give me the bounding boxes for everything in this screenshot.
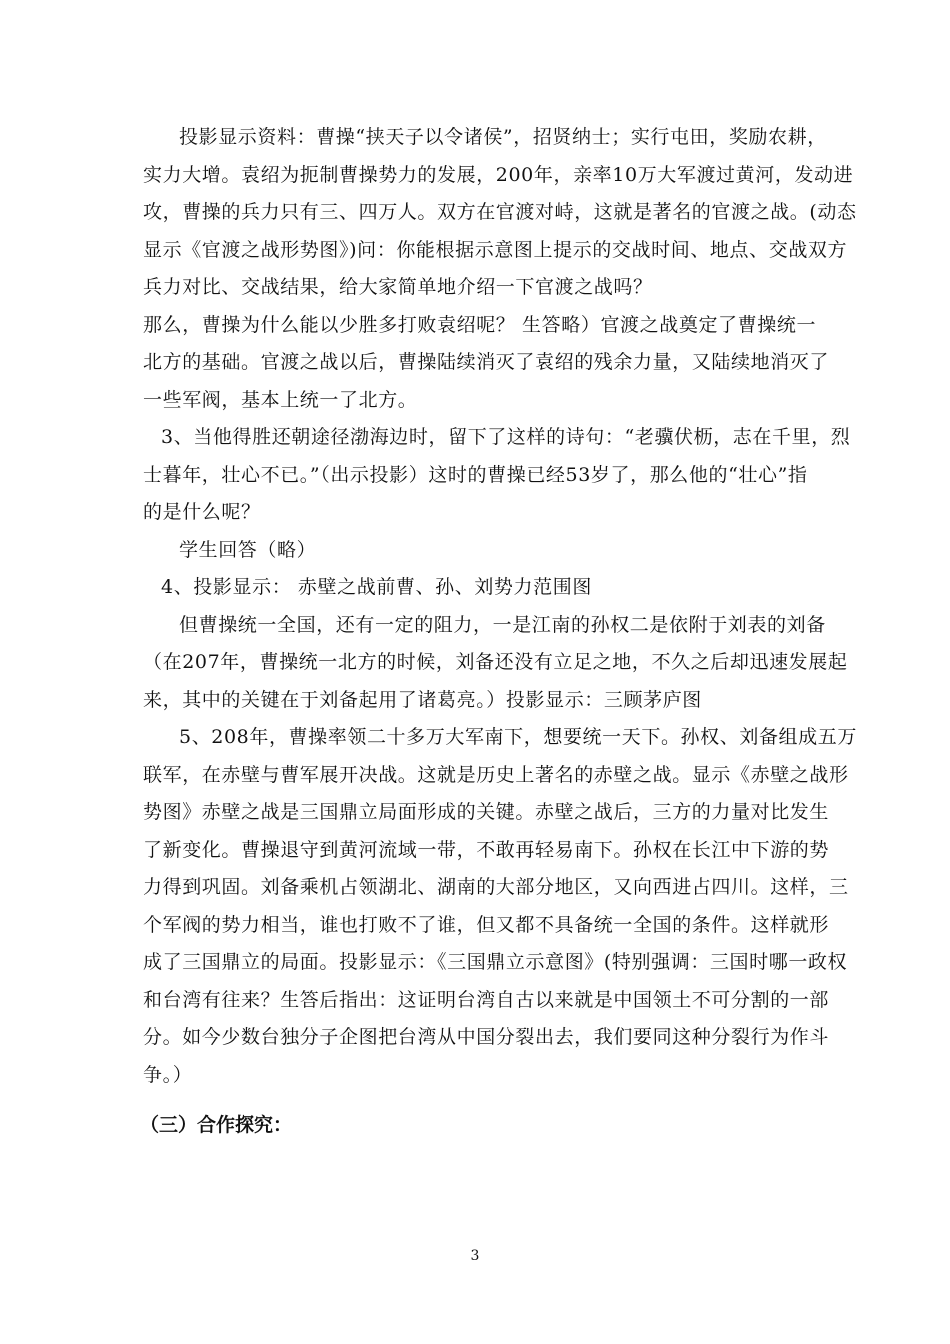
paragraph-line: 势图》赤壁之战是三国鼎立局面形成的关键。赤壁之战后，三方的力量对比发生: [143, 801, 830, 823]
paragraph-line: 学生回答（略）: [179, 538, 317, 561]
paragraph-line: 分。如今少数台独分子企图把台湾从中国分裂出去，我们要同这种分裂行为作斗: [143, 1026, 830, 1048]
paragraph-line: 个军阀的势力相当，谁也打败不了谁，但又都不具备统一全国的条件。这样就形: [143, 913, 830, 936]
section-heading: （三）合作探究：: [140, 1114, 293, 1136]
paragraph-line: 兵力对比、交战结果，给大家简单地介绍一下官渡之战吗？: [143, 276, 653, 298]
paragraph-line: 北方的基础。官渡之战以后，曹操陆续消灭了袁绍的残余力量，又陆续地消灭了: [143, 351, 830, 373]
paragraph-line: 显示《官渡之战形势图》)问：你能根据示意图上提示的交战时间、地点、交战双方: [143, 238, 848, 261]
paragraph-line: 了新变化。曹操退守到黄河流域一带，不敢再轻易南下。孙权在长江中下游的势: [143, 838, 830, 861]
paragraph-line: 一些军阀，基本上统一了北方。: [143, 388, 418, 411]
paragraph-line: 实力大增。袁绍为扼制曹操势力的发展，200年，亲率10万大军渡过黄河，发动进: [143, 163, 854, 186]
paragraph-line: 投影显示资料：曹操“挟天子以令诸侯”，招贤纳士；实行屯田，奖励农耕，: [179, 126, 827, 148]
paragraph-line: 争。）: [143, 1063, 193, 1086]
paragraph-line: 力得到巩固。刘备乘机占领湖北、湖南的大部分地区，又向西进占四川。这样，三: [143, 876, 849, 898]
paragraph-line: 的是什么呢？: [143, 501, 261, 523]
paragraph-line: 3、当他得胜还朝途径渤海边时，留下了这样的诗句：“老骥伏枥，志在千里，烈: [161, 426, 851, 448]
paragraph-line: 和台湾有往来？生答后指出：这证明台湾自古以来就是中国领土不可分割的一部: [143, 988, 830, 1011]
paragraph-line: 那么，曹操为什么能以少胜多打败袁绍呢？ 生答略）官渡之战奠定了曹操统一: [143, 313, 817, 336]
paragraph-line: 但曹操统一全国，还有一定的阻力，一是江南的孙权二是依附于刘表的刘备: [179, 613, 826, 636]
paragraph-line: （在207年，曹操统一北方的时候，刘备还没有立足之地，不久之后却迅速发展起: [143, 651, 848, 673]
paragraph-line: 士暮年，壮心不已。”（出示投影）这时的曹操已经53岁了，那么他的“壮心”指: [143, 463, 808, 486]
paragraph-line: 4、投影显示： 赤壁之战前曹、孙、刘势力范围图: [161, 576, 592, 598]
paragraph-line: 成了三国鼎立的局面。投影显示：《三国鼎立示意图》(特别强调：三国时哪一政权: [143, 951, 848, 973]
paragraph-line: 5、208年，曹操率领二十多万大军南下，想要统一天下。孙权、刘备组成五万: [179, 726, 857, 748]
paragraph-line: 联军，在赤壁与曹军展开决战。这就是历史上著名的赤壁之战。显示《赤壁之战形: [143, 763, 849, 786]
paragraph-line: 来，其中的关键在于刘备起用了诸葛亮。）投影显示：三顾茅庐图: [143, 688, 702, 711]
paragraph-line: 攻，曹操的兵力只有三、四万人。双方在官渡对峙，这就是著名的官渡之战。(动态: [143, 201, 857, 223]
page-number: 3: [470, 1248, 480, 1264]
